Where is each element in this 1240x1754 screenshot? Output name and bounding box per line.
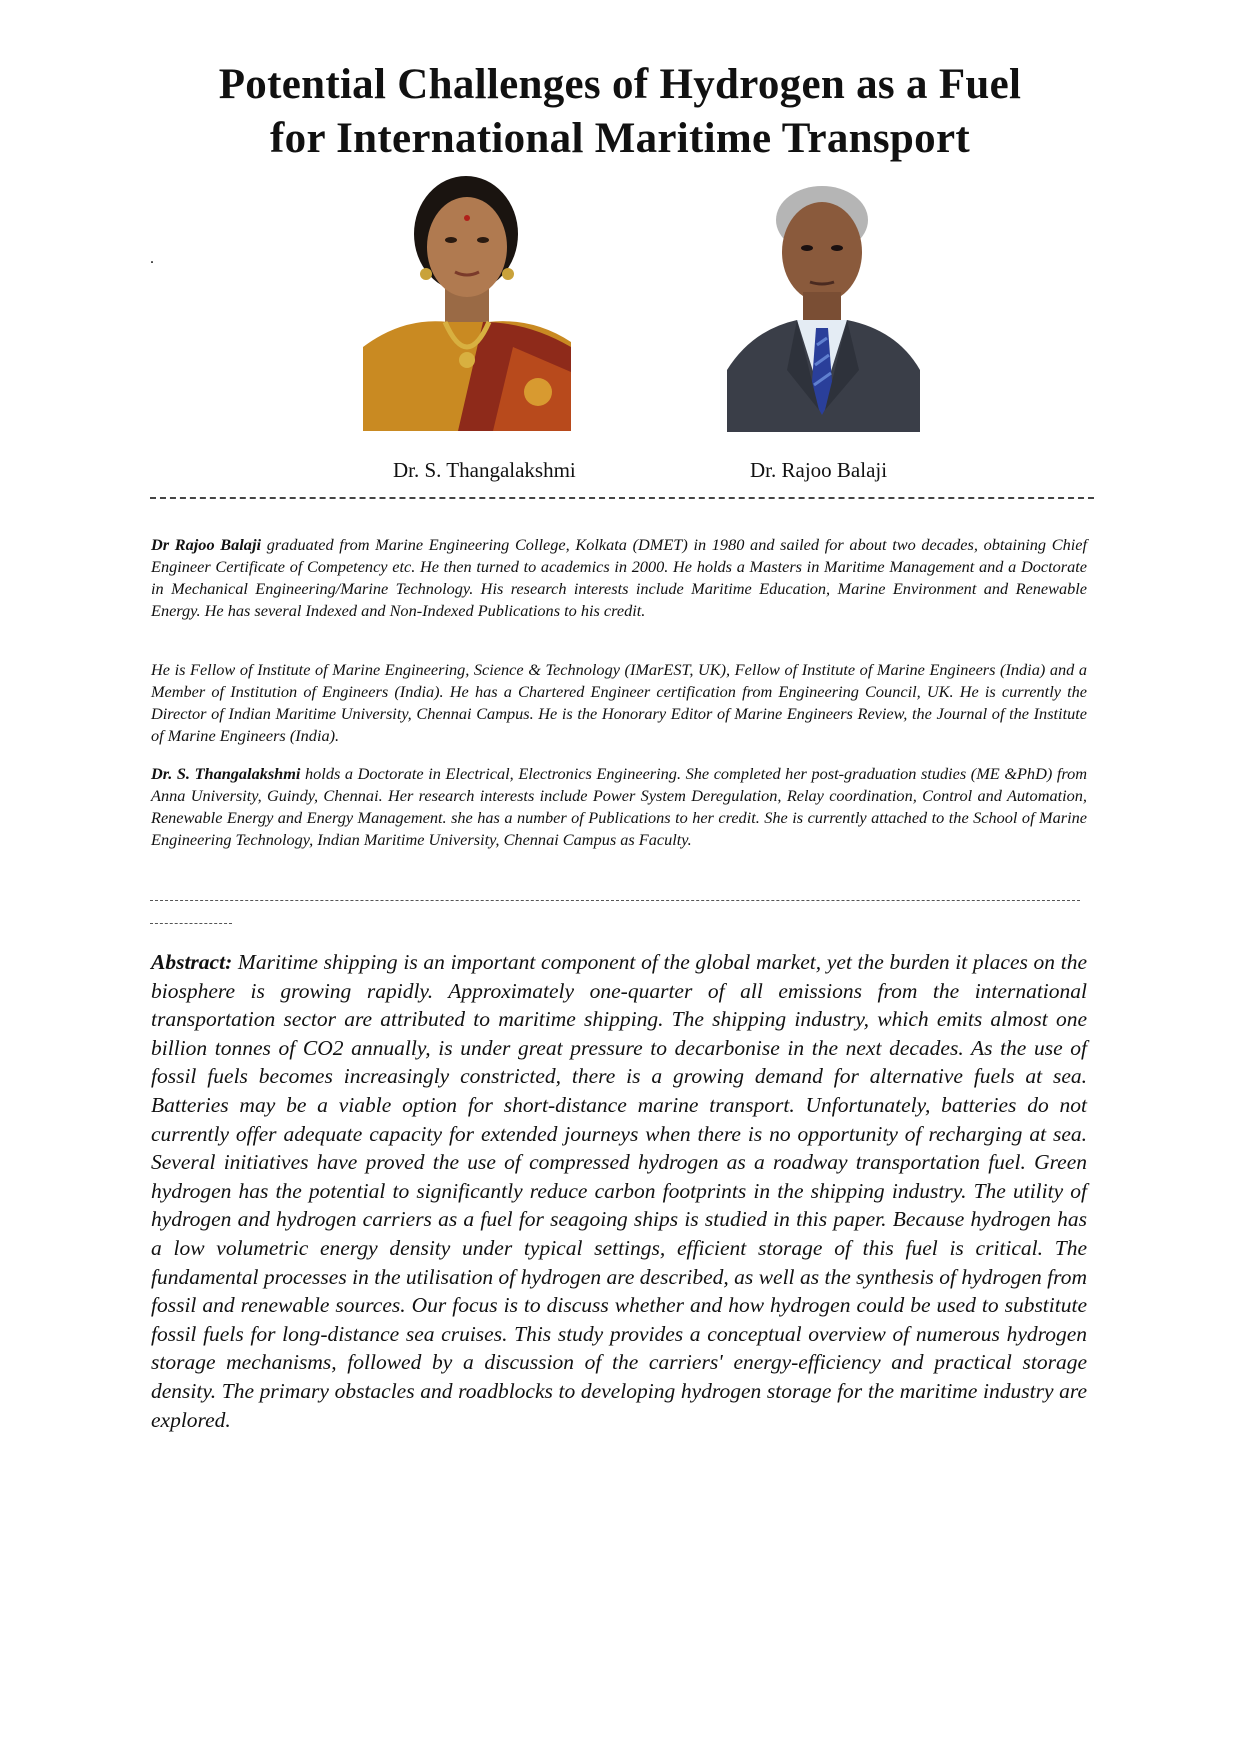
author-photo-thangalakshmi [363, 172, 571, 431]
paper-title [100, 58, 1140, 166]
bio-thangalakshmi [151, 763, 1087, 851]
abstract-text: Maritime shipping is an important component of the global market, yet the burden it places on the biosphere is growing rapidly. Approximately one-quarter of all emissions from the international transportation sector are attributed to maritime shipping. The shipping industry, which emits almost one billion tonnes of CO2 annually, is under great pressure to decarbonise in the next decades. As the use of fossil fuels becomes increasingly constricted, there is a growing demand for alternative fuels at sea. Batteries may be a viable option for short-distance marine transport. Unfortunately, batteries do not currently offer adequate capacity for extended journeys when there is no opportunity of recharging at sea. Several initiatives have proved the use of compressed hydrogen as a roadway transportation fuel. Green hydrogen has the potential to significantly reduce carbon footprints in the shipping industry. The utility of hydrogen and hydrogen carriers as a fuel for seagoing ships is studied in this paper. Because hydrogen has a low volumetric energy density under typical settings, efficient storage of this fuel is critical. The fundamental processes in the utilisation of hydrogen are described, as well as the synthesis of hydrogen from fossil and renewable sources. Our focus is to discuss whether and how hydrogen could be used to substitute fossil fuels for long-distance sea cruises. This study provides a conceptual overview of numerous hydrogen storage mechanisms, followed by a discussion of the carriers' energy-efficiency and practical storage density. The primary obstacles and roadblocks to developing hydrogen storage for the maritime industry are explored. [151, 950, 1087, 1432]
abstract [151, 948, 1087, 1434]
bio-text: holds a Doctorate in Electrical, Electronics Engineering. She completed her post-graduation studies (ME &PhD) from Anna University, Guindy, Chennai. Her research interests include Power System Deregulation, Relay coordination, Control and Automation, Renewable Energy and Energy Management. she has a number of Publications to her credit. She is currently attached to the School of Marine Engineering Technology, Indian Maritime University, Chennai Campus as Faculty. [151, 764, 1087, 849]
abstract-label: Abstract: [151, 950, 233, 974]
bio-name-balaji: Dr Rajoo Balaji [151, 535, 261, 554]
title-line-2: for International Maritime Transport [270, 115, 970, 162]
stray-dot: . [150, 250, 154, 267]
author-name-balaji: Dr. Rajoo Balaji [750, 458, 888, 482]
author-name-thangalakshmi: Dr. S. Thangalakshmi [393, 458, 576, 482]
bio-name-thangalakshmi: Dr. S. Thangalakshmi [151, 764, 301, 783]
author-photo-balaji [727, 170, 920, 432]
title-line-1: Potential Challenges of Hydrogen as a Fuel [218, 61, 1022, 108]
dashed-divider [150, 497, 1094, 499]
dashed-divider [150, 900, 1080, 901]
bio-balaji-paragraph-1 [151, 534, 1087, 622]
dashed-divider-continuation [150, 923, 232, 924]
bio-balaji-paragraph-2: He is Fellow of Institute of Marine Engineering, Science & Technology (IMarEST, UK), Fellow of Institute of Marine Engineers (India) and a Member of Institution of Engineers (India). He has a Chartered Engineer certification from Engineering Council, UK. He is currently the Director of Indian Maritime University, Chennai Campus. He is the Honorary Editor of Marine Engineers Review, the Journal of the Institute of Marine Engineers (India). [151, 660, 1087, 745]
bio-text: graduated from Marine Engineering College, Kolkata (DMET) in 1980 and sailed for about two decades, obtaining Chief Engineer Certificate of Competency etc. He then turned to academics in 2000. He holds a Masters in Maritime Management and a Doctorate in Mechanical Engineering/Marine Technology. His research interests include Maritime Education, Marine Environment and Renewable Energy. He has several Indexed and Non-Indexed Publications to his credit. [151, 535, 1087, 620]
